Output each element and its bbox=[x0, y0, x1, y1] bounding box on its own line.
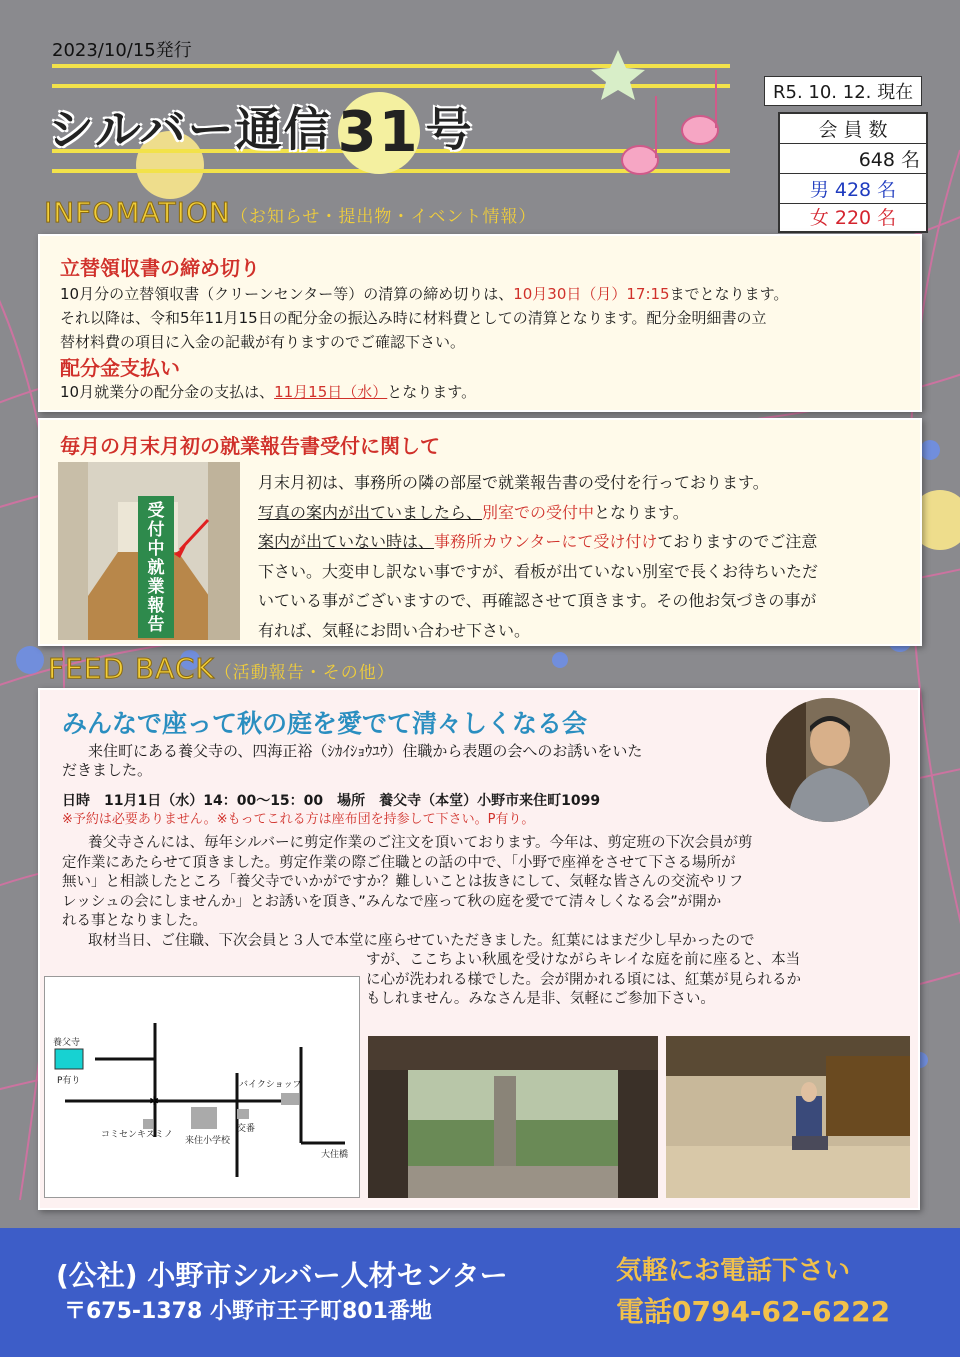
item2-body bbox=[60, 380, 476, 404]
item1-line1 bbox=[60, 282, 920, 306]
priest-portrait bbox=[766, 698, 890, 822]
feedback-title: みんなで座って秋の庭を愛でて清々しくなる会 bbox=[62, 709, 588, 738]
item1-line2: それ以降は、令和5年11月15日の配分金の振込み時に材料費としての清算となります。配分金明細書の立 bbox=[60, 309, 767, 327]
info-heading-sub: （お知らせ・提出物・イベント情報） bbox=[230, 207, 537, 227]
item2-b: となります。 bbox=[387, 383, 477, 401]
article-p2: 定作業にあたらせて頂きました。剪定作業の際ご住職との話の中で、「小野で座禅をさせて下さる場所が bbox=[62, 854, 736, 871]
info-box bbox=[38, 234, 922, 412]
article-p3: 無い」と相談したところ「養父寺でいかがですか？難しいことは抜きにして、気軽な皆さんの交流やリフ bbox=[62, 874, 744, 890]
article-p1: 養父寺さんには、毎年シルバーに剪定作業のご注文を頂いております。今年は、剪定班の下次会員が剪 bbox=[88, 835, 753, 851]
membership-table bbox=[778, 112, 928, 233]
members-total: 648 名 bbox=[780, 144, 926, 174]
report-title: 毎月の月末月初の就業報告書受付に関して bbox=[60, 434, 440, 458]
event-note: ※予約は必要ありません。※もってこれる方は座布団を持参して下さい。P有り。 bbox=[62, 812, 535, 827]
report-line3-red: 事務所カウンターにて受け付け bbox=[434, 532, 658, 551]
article-p9: もしれません。みなさん是非、気軽にご参加下さい。 bbox=[366, 991, 715, 1007]
article-p7: すが、ここちよい秋風を受けながらキレイな庭を前に座ると、本当 bbox=[366, 952, 801, 968]
members-label: 会 員 数 bbox=[780, 114, 926, 144]
report-line3-b: ておりますのでご注意 bbox=[657, 532, 818, 551]
report-line4: 下さい。大変申し訳ない事ですが、看板が出ていない別室で長くお待ちいただ bbox=[258, 561, 819, 581]
report-line5: いている事がございますので、再確認させて頂きます。その他お気づきの事が bbox=[258, 591, 817, 610]
organization-address: 〒675-1378 小野市王子町801番地 bbox=[64, 1299, 432, 1324]
newsletter-title bbox=[48, 92, 474, 174]
issue-date: 2023/10/15発行 bbox=[52, 40, 192, 61]
map-temple-label: 養父寺 bbox=[53, 1038, 81, 1048]
item1-body bbox=[60, 282, 920, 354]
report-box bbox=[38, 418, 922, 646]
feedback-box bbox=[38, 688, 920, 1210]
feedback-intro bbox=[62, 742, 762, 780]
item1-line1-b: までとなります。 bbox=[669, 285, 789, 303]
article-p4: レッシュの会にしませんか」とお誘いを頂き、”みんなで座って秋の庭を愛でて清々しくなる会”が開か bbox=[62, 893, 722, 910]
map-roads bbox=[45, 977, 359, 1197]
reception-photo bbox=[58, 462, 240, 640]
feedback-heading bbox=[48, 652, 395, 685]
info-heading-text: INFOMATION bbox=[44, 196, 231, 229]
map-bridge-label: 大住橋 bbox=[321, 1150, 349, 1160]
call-prompt: 気軽にお電話下さい bbox=[616, 1256, 851, 1286]
event-schedule: 日時 11月1日（水）14：00〜15：00 場所 養父寺（本堂）小野市来住町1099 bbox=[62, 793, 601, 809]
temple-garden-photo bbox=[368, 1036, 658, 1198]
title-suffix: 号 bbox=[425, 102, 474, 157]
feedback-heading-text: FEED BACK bbox=[48, 652, 215, 685]
report-body bbox=[258, 468, 918, 645]
report-line3 bbox=[258, 527, 918, 557]
report-line6: 有れば、気軽にお問い合わせ下さい。 bbox=[258, 620, 531, 640]
main-hall-photo bbox=[666, 1036, 910, 1198]
report-line2-b: となります。 bbox=[594, 502, 689, 522]
item2-title: 配分金支払い bbox=[60, 356, 180, 380]
article-p5: れる事となりました。 bbox=[62, 913, 207, 929]
members-female: 女 220 名 bbox=[809, 207, 897, 229]
intro-line1: 来住町にある養父寺の、四海正裕（ｼｶｲｼｮｳﾕｳ）住職から表題の会へのお誘いをいた bbox=[88, 742, 643, 760]
article-p8: に心が洗われる様でした。会が開かれる頃には、紅葉が見られるか bbox=[366, 971, 801, 988]
svg-text:✲: ✲ bbox=[149, 1094, 160, 1108]
main-hall-image bbox=[666, 1036, 910, 1198]
item1-title: 立替領収書の締め切り bbox=[60, 256, 260, 280]
reception-sign-text: 受付中就業報告 bbox=[147, 501, 165, 635]
report-line3-ul: 案内が出ていない時は、 bbox=[258, 532, 435, 551]
intro-line2: だきました。 bbox=[62, 761, 153, 779]
info-heading bbox=[44, 196, 536, 229]
temple-marker bbox=[55, 1049, 83, 1069]
issue-number: 31 bbox=[338, 92, 420, 174]
title-text: シルバー通信 bbox=[48, 102, 332, 157]
temple-garden-image bbox=[368, 1036, 658, 1198]
item1-deadline: 10月30日（月）17:15 bbox=[513, 285, 670, 303]
access-map bbox=[44, 976, 360, 1198]
members-male: 男 428 名 bbox=[780, 174, 926, 204]
item2-date: 11月15日（水） bbox=[274, 383, 388, 401]
article-p6: 取材当日、ご住職、下次会員と３人で本堂に座らせていただきました。紅葉にはまだ少し早かったので bbox=[88, 932, 755, 949]
map-parking-label: P有り bbox=[57, 1076, 81, 1086]
organization-name: (公社) 小野市シルバー人材センター bbox=[56, 1259, 508, 1292]
report-line1: 月末月初は、事務所の隣の部屋で就業報告書の受付を行っております。 bbox=[258, 473, 769, 492]
report-line2-ul: 写真の案内が出ていましたら、 bbox=[258, 502, 483, 522]
item2-a: 10月就業分の配分金の支払は、 bbox=[60, 383, 275, 401]
item1-line3: 替材料費の項目に入金の記載が有りますのでご確認下さい。 bbox=[60, 333, 466, 351]
map-police-label: 交番 bbox=[237, 1124, 256, 1134]
phone-number[interactable]: 電話0794-62-6222 bbox=[616, 1295, 891, 1328]
report-line2-red: 別室での受付中 bbox=[482, 502, 595, 522]
map-school-label: 来住小学校 bbox=[185, 1136, 231, 1146]
priest-portrait-image bbox=[766, 698, 890, 822]
map-bikeshop-label: バイクショップ bbox=[239, 1080, 302, 1090]
as-of-date: R5. 10. 12. 現在 bbox=[764, 76, 922, 106]
report-line2 bbox=[258, 498, 918, 528]
map-community-label: コミセンキスミノ bbox=[101, 1130, 173, 1140]
feedback-heading-sub: （活動報告・その他） bbox=[214, 663, 395, 683]
item1-line1-a: 10月分の立替領収書（クリーンセンター等）の清算の締め切りは、 bbox=[60, 285, 514, 303]
